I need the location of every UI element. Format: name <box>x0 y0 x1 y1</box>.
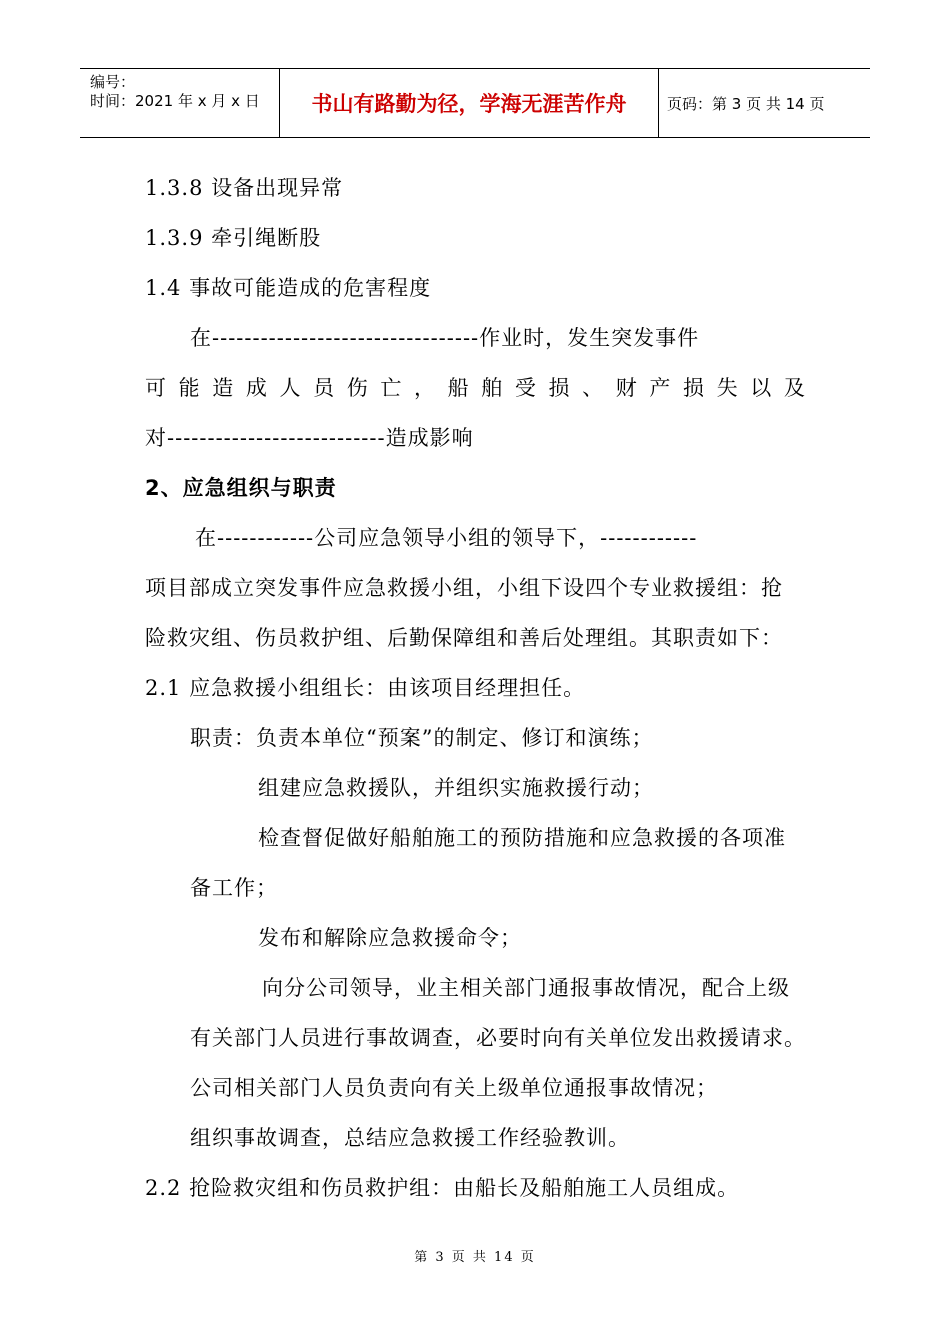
text-paragraph-line-2-justified <box>145 372 805 402</box>
text-duty-line-4: 备工作； <box>190 876 278 900</box>
page-footer: 第 3 页 共 14 页 <box>414 1250 536 1265</box>
justified-char: 伤 <box>346 376 368 400</box>
justified-char: 亡 <box>380 376 402 400</box>
text-duty-line-2: 组建应急救援队，并组织实施救援行动； <box>258 776 654 800</box>
header-motto: 书山有路勤为径，学海无涯苦作舟 <box>280 69 659 137</box>
text-paragraph-line-3: 对---------------------------造成影响 <box>145 426 474 450</box>
justified-char: 舶 <box>481 376 503 400</box>
text-section2-line-2: 项目部成立突发事件应急救援小组，小组下设四个专业救援组：抢 <box>145 576 783 600</box>
text-line-1-3-9: 1.3.9 牵引绳断股 <box>145 226 322 250</box>
header-page-info: 页码：第 3 页 共 14 页 <box>667 94 825 113</box>
justified-char: 造 <box>212 376 234 400</box>
text-duty-line-5: 发布和解除应急救援命令； <box>258 926 522 950</box>
justified-char: 、 <box>582 376 604 400</box>
text-2-1-heading: 2.1 应急救援小组组长：由该项目经理担任。 <box>145 676 586 700</box>
justified-char: ， <box>414 376 435 400</box>
text-duty-line-7: 有关部门人员进行事故调查，必要时向有关单位发出救援请求。 <box>190 1026 806 1050</box>
section-heading-2: 2、应急组织与职责 <box>145 476 337 500</box>
header-meta <box>80 69 280 137</box>
justified-char: 受 <box>514 376 536 400</box>
text-section2-line-3: 险救灾组、伤员救护组、后勤保障组和善后处理组。其职责如下： <box>145 626 783 650</box>
text-paragraph-line-1: 在---------------------------------作业时，发生突发事件 <box>190 326 700 350</box>
justified-char: 及 <box>783 376 805 400</box>
justified-char: 成 <box>245 376 267 400</box>
justified-char: 员 <box>313 376 335 400</box>
justified-char: 财 <box>615 376 637 400</box>
text-duty-line-6: 向分公司领导，业主相关部门通报事故情况，配合上级 <box>262 976 790 1000</box>
document-number-label: 编号： <box>90 73 136 91</box>
text-line-1-3-8: 1.3.8 设备出现异常 <box>145 176 344 200</box>
text-2-2-heading: 2.2 抢险救灾组和伤员救护组：由船长及船舶施工人员组成。 <box>145 1176 740 1200</box>
text-duty-line-9: 组织事故调查，总结应急救援工作经验教训。 <box>190 1126 630 1150</box>
justified-char: 船 <box>447 376 469 400</box>
text-section2-line-1: 在------------公司应急领导小组的领导下，------------ <box>195 526 698 550</box>
page-header <box>80 68 870 138</box>
text-duty-line-3: 检查督促做好船舶施工的预防措施和应急救援的各项准 <box>258 826 786 850</box>
text-line-1-4: 1.4 事故可能造成的危害程度 <box>145 276 432 300</box>
justified-char: 损 <box>683 376 704 400</box>
justified-char: 失 <box>716 376 738 400</box>
text-duty-line-1: 职责：负责本单位“预案”的制定、修订和演练； <box>190 726 654 750</box>
document-time-label: 时间：2021 年 x 月 x 日 <box>90 92 260 110</box>
justified-char: 损 <box>548 376 570 400</box>
justified-char: 以 <box>750 376 772 400</box>
justified-char: 人 <box>279 376 301 400</box>
text-duty-line-8: 公司相关部门人员负责向有关上级单位通报事故情况； <box>190 1076 718 1100</box>
justified-char: 能 <box>178 376 200 400</box>
justified-char: 产 <box>649 376 671 400</box>
justified-char: 可 <box>145 376 166 400</box>
